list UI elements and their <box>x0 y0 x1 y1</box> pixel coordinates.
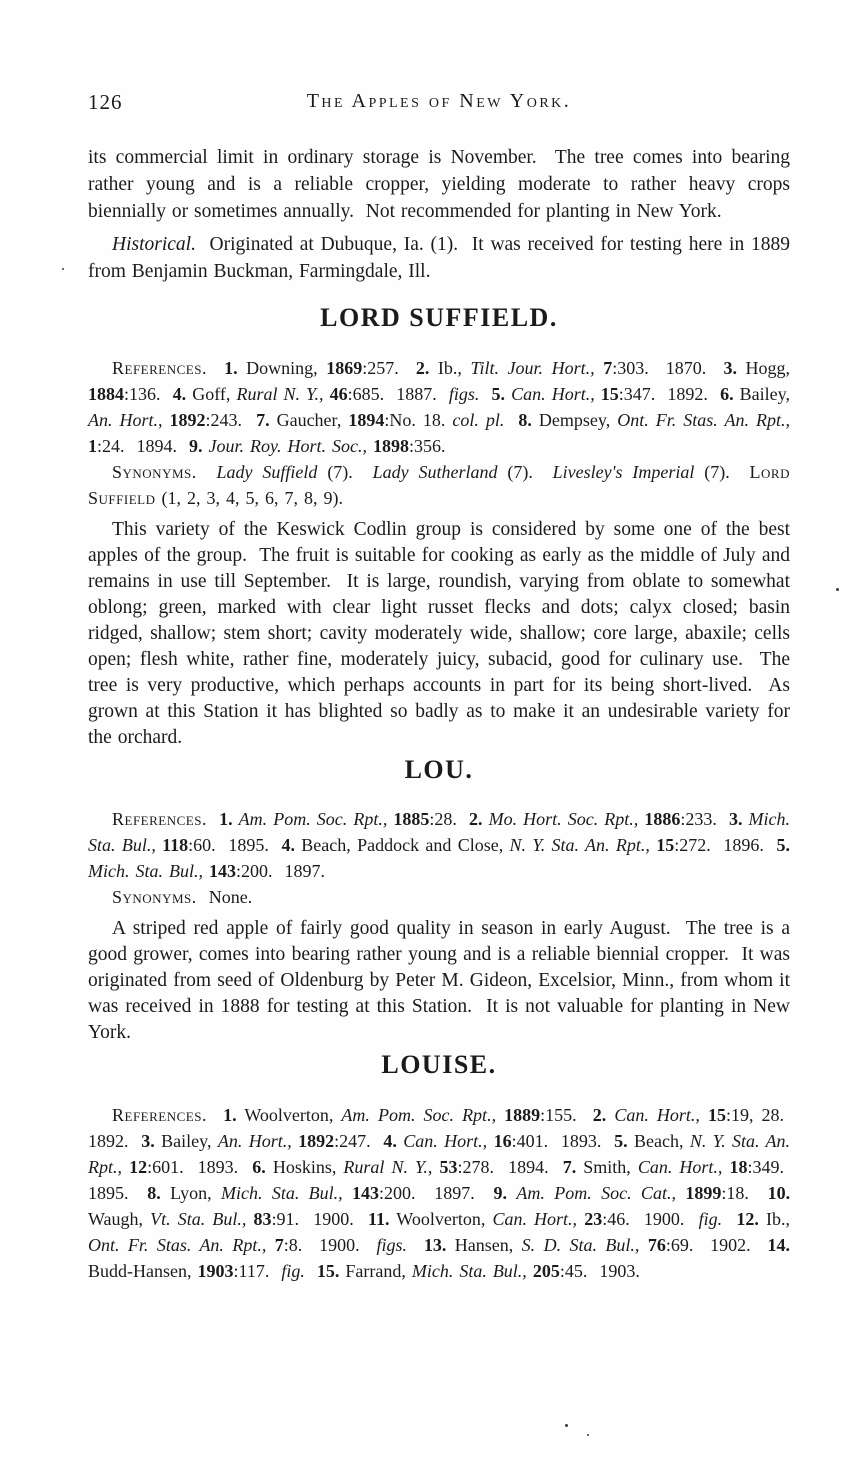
ink-speck <box>62 268 64 270</box>
variety-heading-lord-suffield: LORD SUFFIELD. <box>320 303 558 332</box>
page-number: 126 <box>88 90 123 114</box>
running-title: The Apples of New York. <box>306 90 572 112</box>
historical-paragraph: Historical. Originated at Dubuque, Ia. (1). It was received for testing here in 1889 from Benjamin Buckman, Farmingdale, Ill. <box>88 234 790 282</box>
ink-speck <box>836 588 839 591</box>
ink-speck <box>565 1424 568 1427</box>
description-paragraph: This variety of the Keswick Codlin group is considered by some one of the best apples of the group. The fruit is suitable for cooking as early as the middle of July and remains in use till September. It is large, roundish, varying from oblate to somewhat oblong; green, marked with clear light russet flecks and dots; calyx closed; basin ridged, shallow; stem short; cavity moderately wide, shallow; core large, abaxile; cells open; flesh white, rather fine, moderately juicy, subacid, good for culinary use. The tree is very productive, which perhaps accounts in part for its being short-lived. As grown at this Station it has blighted so badly as to make it an undesirable variety for the orchard. <box>88 518 790 748</box>
references-paragraph: References. 1. Downing, 1869:257. 2. Ib., Tilt. Jour. Hort., 7:303. 1870. 3. Hogg, 1884:136. 4. Goff, Rural N. Y., 46:685. 1887. figs. 5. Can. Hort., 15:347. 1892. 6. Bailey, An. Hort., 1892:243. 7. Gaucher, 1894:No. 18. col. pl. 8. Dempsey, Ont. Fr. Stas. An. Rpt., 1:24. 1894. 9. Jour. Roy. Hort. Soc., 1898:356. <box>88 357 790 456</box>
references-paragraph: References. 1. Woolverton, Am. Pom. Soc. Rpt., 1889:155. 2. Can. Hort., 15:19, 28. 1892. 3. Bailey, An. Hort., 1892:247. 4. Can. Hort., 16:401. 1893. 5. Beach, N. Y. Sta. An. Rpt., 12:601. 1893. 6. Hoskins, Rural N. Y., 53:278. 1894. 7. Smith, Can. Hort., 18:349. 1895. 8. Lyon, Mich. Sta. Bul., 143:200. 1897. 9. Am. Pom. Soc. Cat., 1899:18. 10. Waugh, Vt. Sta. Bul., 83:91. 1900. 11. Woolverton, Can. Hort., 23:46. 1900. fig. 12. Ib., Ont. Fr. Stas. An. Rpt., 7:8. 1900. figs. 13. Hansen, S. D. Sta. Bul., 76:69. 1902. 14. Budd-Hansen, 1903:117. fig. 15. Farrand, Mich. Sta. Bul., 205:45. 1903. <box>88 1104 791 1281</box>
references-paragraph: References. 1. Am. Pom. Soc. Rpt., 1885:28. 2. Mo. Hort. Soc. Rpt., 1886:233. 3. Mich. Sta. Bul., 118:60. 1895. 4. Beach, Paddock and Close, N. Y. Sta. An. Rpt., 15:272. 1896. 5. Mich. Sta. Bul., 143:200. 1897. <box>88 809 790 882</box>
running-head <box>88 90 790 118</box>
description-paragraph: A striped red apple of fairly good quality in season in early August. The tree is a good grower, comes into bearing rather young and is a reliable biennial cropper. It was originated from seed of Oldenburg by Peter M. Gideon, Excelsior, Minn., from whom it was received in 1888 for testing at this Station. It is not valuable for planting in New York. <box>88 918 790 1044</box>
ink-speck <box>587 1434 589 1436</box>
intro-paragraph: its commercial limit in ordinary storage is November. The tree comes into bearing rather young and is a reliable cropper, yielding moderate to rather heavy crops biennially or sometimes annually. Not recommended for planting in New York. <box>88 147 790 222</box>
synonyms-paragraph: Synonyms. Lady Suffield (7). Lady Sutherland (7). Livesley's Imperial (7). Lord Suffield (1, 2, 3, 4, 5, 6, 7, 8, 9). <box>88 461 790 508</box>
variety-heading-louise: LOUISE. <box>381 1050 497 1080</box>
variety-heading-lou: LOU. <box>404 754 474 784</box>
synonyms-paragraph: Synonyms. None. <box>112 887 253 908</box>
